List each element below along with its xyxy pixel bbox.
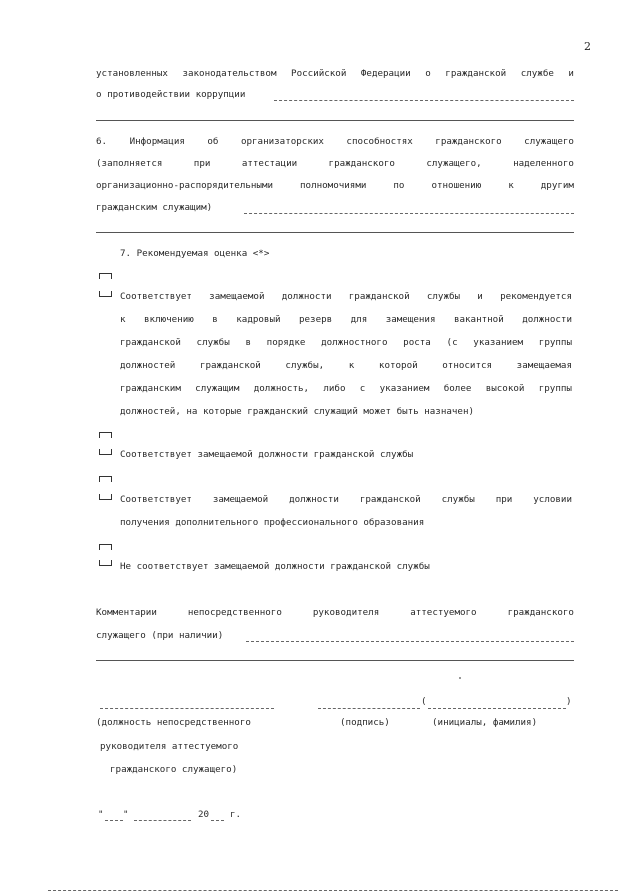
date-year-suffix: г. <box>230 809 242 820</box>
position-label-line-2: руководителя аттестуемого <box>100 741 239 752</box>
word: Информация <box>129 136 185 147</box>
word: при <box>495 494 513 505</box>
word: рекомендуется <box>500 291 572 302</box>
word: группы <box>538 337 572 348</box>
section7-heading: 7. Рекомендуемая оценка <*> <box>120 248 270 259</box>
word: 6. <box>96 136 108 147</box>
word: должности <box>522 314 572 325</box>
date-day-blank[interactable] <box>105 820 123 821</box>
word: роста <box>403 337 431 348</box>
word: относится <box>442 360 493 371</box>
checkbox-option-2-bottom[interactable] <box>99 449 112 455</box>
section6-fill-line <box>244 213 574 214</box>
word: и <box>477 291 483 302</box>
word: к <box>120 314 126 325</box>
date-month-blank[interactable] <box>134 820 191 821</box>
prev-section-line-1 <box>96 68 574 80</box>
section6-line-2 <box>96 158 574 170</box>
word: вакантной <box>453 314 504 325</box>
word: замещения <box>385 314 436 325</box>
date-year-prefix: 20 <box>198 809 210 820</box>
checkbox-option-3-bottom[interactable] <box>99 494 112 500</box>
word: Соответствует <box>120 291 192 302</box>
word: Комментарии <box>96 607 157 618</box>
word: законодательством <box>182 68 277 79</box>
initials-line[interactable] <box>428 708 566 709</box>
prev-section-blank-line <box>96 120 574 121</box>
option3-line-1 <box>120 494 572 506</box>
word: при <box>193 158 211 169</box>
word: должности <box>281 291 332 302</box>
word: в <box>245 337 251 348</box>
word: должностного <box>321 337 388 348</box>
date-quote-close: " <box>123 809 129 820</box>
word: условии <box>533 494 572 505</box>
option1-line-2 <box>120 314 572 326</box>
word: к <box>348 360 355 371</box>
word: замещаемая <box>516 360 572 371</box>
word: высокой <box>485 383 525 394</box>
option4-text: Не соответствует замещаемой должности гражданской службы <box>120 561 430 572</box>
comments-blank-line <box>96 660 574 661</box>
word: служащего, <box>426 158 482 169</box>
word: замещаемой <box>209 291 265 302</box>
word: организаторских <box>240 136 324 147</box>
checkbox-option-4-bottom[interactable] <box>99 560 112 566</box>
checkbox-option-3-top[interactable] <box>99 476 112 482</box>
position-label-line-3: гражданского служащего) <box>110 764 238 775</box>
word: гражданского <box>328 158 395 169</box>
word: гражданской <box>199 360 261 371</box>
section6-line-4: гражданским служащим) <box>96 202 213 213</box>
checkbox-option-4-top[interactable] <box>99 544 112 550</box>
prev-section-line-2: о противодействии коррупции <box>96 89 246 100</box>
word: службы <box>441 494 475 505</box>
position-label-line-1: (должность непосредственного <box>96 717 251 728</box>
checkbox-option-2-top[interactable] <box>99 432 112 438</box>
word: руководителя <box>312 607 380 618</box>
option1-line-4 <box>120 360 572 372</box>
word: либо <box>323 383 346 394</box>
word: должности <box>289 494 339 505</box>
word: в <box>212 314 218 325</box>
date-year-blank[interactable] <box>211 820 224 821</box>
word: наделенного <box>513 158 574 169</box>
word: об <box>207 136 219 147</box>
section6-line-3 <box>96 180 574 192</box>
word: (с <box>446 337 458 348</box>
word: служащим <box>195 383 240 394</box>
word: указанием <box>473 337 524 348</box>
word: кадровый <box>236 314 281 325</box>
word: указанием <box>379 383 430 394</box>
checkbox-option-1-bottom[interactable] <box>99 291 112 297</box>
word: гражданской <box>348 291 410 302</box>
word: аттестуемого <box>410 607 477 618</box>
word: полномочиями <box>300 180 367 191</box>
section6-blank-line <box>96 232 574 233</box>
option1-line-6: должностей, на которые гражданский служащий может быть назначен) <box>120 406 475 417</box>
initials-paren-close: ) <box>566 696 572 707</box>
word: к <box>508 180 514 191</box>
word: службы <box>426 291 461 302</box>
word: организационно-распорядительными <box>96 180 274 191</box>
word: отношению <box>431 180 482 191</box>
word: службе <box>520 68 554 79</box>
date-quote-open: " <box>98 809 104 820</box>
word: должность, <box>253 383 310 394</box>
position-signature-line[interactable] <box>100 708 274 709</box>
word: и <box>568 68 574 79</box>
word: должностей <box>120 360 176 371</box>
word: гражданской <box>120 337 181 348</box>
comments-line-2: служащего (при наличии) <box>96 630 224 641</box>
word: которой <box>378 360 418 371</box>
word: Российской <box>291 68 347 79</box>
word: гражданским <box>120 383 181 394</box>
word: для <box>350 314 368 325</box>
word: гражданской <box>445 68 507 79</box>
option1-line-5 <box>120 383 572 395</box>
word: аттестации <box>241 158 298 169</box>
initials-label: (инициалы, фамилия) <box>432 717 538 728</box>
word: группы <box>538 383 572 394</box>
option1-line-1 <box>120 291 572 303</box>
word: Федерации <box>360 68 411 79</box>
word: резерв <box>298 314 333 325</box>
word: Соответствует <box>120 494 192 505</box>
word: порядке <box>266 337 306 348</box>
option1-line-3 <box>120 337 572 349</box>
word: более <box>443 383 472 394</box>
signature-line[interactable] <box>318 708 420 709</box>
word: непосредственного <box>187 607 282 618</box>
checkbox-option-1-top[interactable] <box>99 273 112 279</box>
initials-paren-open: ( <box>421 696 427 707</box>
comments-fill-line <box>246 641 574 642</box>
word: с <box>359 383 366 394</box>
option2-text: Соответствует замещаемой должности гражданской службы <box>120 449 414 460</box>
word: замещаемой <box>212 494 269 505</box>
word: гражданской <box>359 494 421 505</box>
word: (заполняется <box>96 158 163 169</box>
word: службы <box>196 337 230 348</box>
word: гражданского <box>435 136 502 147</box>
word: включению <box>144 314 194 325</box>
word: службы, <box>285 360 325 371</box>
page-number: 2 <box>584 40 591 53</box>
word: установленных <box>96 68 168 79</box>
speck <box>459 677 461 679</box>
prev-section-fill-line <box>274 100 574 101</box>
section6-line-1 <box>96 136 574 148</box>
signature-label: (подпись) <box>340 717 390 728</box>
word: о <box>425 68 431 79</box>
word: способностях <box>346 136 413 147</box>
word: другим <box>540 180 574 191</box>
comments-line-1 <box>96 607 574 619</box>
word: гражданского <box>507 607 574 618</box>
footer-line <box>48 890 618 891</box>
word: по <box>393 180 405 191</box>
word: служащего <box>524 136 574 147</box>
option3-line-2: получения дополнительного профессионального образования <box>120 517 425 528</box>
